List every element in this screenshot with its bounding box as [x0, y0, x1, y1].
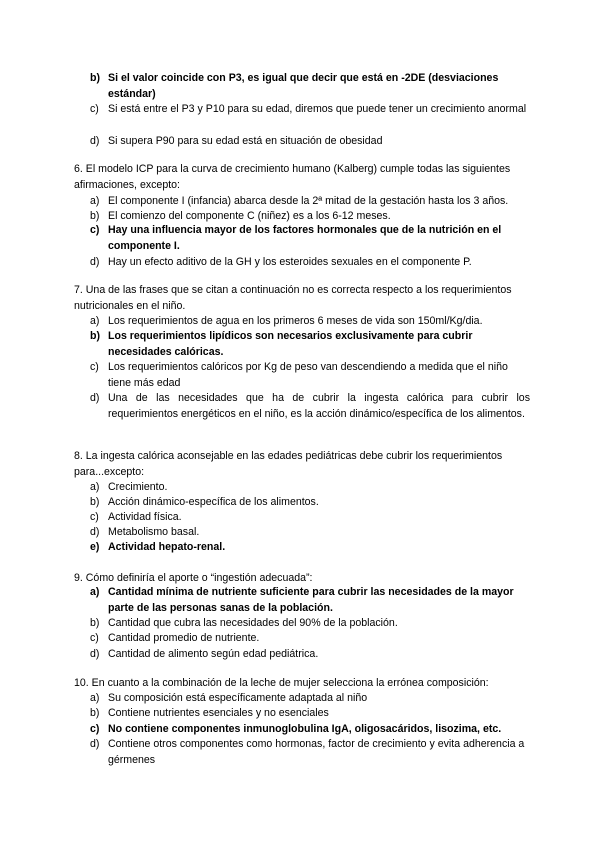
q6-option-a [90, 193, 530, 209]
option-text: El componente I (infancia) abarca desde la 2ª mitad de la gestación hasta los 3 años. [108, 195, 509, 207]
option-text: Contiene nutrientes esenciales y no esenciales [108, 707, 329, 719]
option-text: Los requerimientos de agua en los primeros 6 meses de vida son 150ml/Kg/dia. [108, 315, 483, 327]
option-text: Los requerimientos calóricos por Kg de peso van descendiendo a medida que el niño tiene más edad [108, 361, 508, 389]
option-text: Si el valor coincide con P3, es igual que decir que está en -2DE (desviaciones estándar) [108, 72, 499, 100]
option-letter: d) [90, 738, 100, 750]
q8-option-d [90, 524, 530, 540]
option-letter: c) [90, 632, 99, 644]
option-text: Cantidad que cubra las necesidades del 90% de la población. [108, 617, 398, 629]
option-letter: d) [90, 648, 100, 660]
q5-option-c [90, 101, 530, 117]
option-letter: a) [90, 315, 100, 327]
option-letter: a) [90, 195, 100, 207]
option-letter: b) [90, 210, 100, 222]
q10-option-d [90, 736, 530, 768]
question-6-stem: 6. El modelo ICP para la curva de crecimiento humano (Kalberg) cumple todas las siguientes afirmaciones, excepto: [74, 163, 511, 191]
option-letter: a) [90, 586, 100, 598]
option-text: Acción dinámico-específica de los alimentos. [108, 496, 319, 508]
option-text: Cantidad mínima de nutriente suficiente para cubrir las necesidades de la mayor parte de las personas sanas de la población. [108, 586, 514, 614]
option-letter: d) [90, 256, 100, 268]
option-letter: b) [90, 617, 100, 629]
q9-option-a [90, 584, 530, 616]
option-text: Los requerimientos lipídicos son necesarios exclusivamente para cubrir necesidades calóricas. [108, 330, 473, 358]
q8-option-b [90, 494, 530, 510]
q10-option-c [90, 721, 530, 737]
option-letter: a) [90, 481, 100, 493]
q8-option-e [90, 539, 530, 555]
option-text: Cantidad promedio de nutriente. [108, 632, 260, 644]
question-9-stem: 9. Cómo definiría el aporte o “ingestión adecuada”: [74, 572, 313, 584]
q10-option-b [90, 705, 530, 721]
q8-option-a [90, 479, 530, 495]
option-letter: b) [90, 330, 100, 342]
q7-option-a [90, 313, 530, 329]
option-text: Su composición está específicamente adaptada al niño [108, 692, 368, 704]
q6-option-d [90, 254, 530, 270]
option-letter: c) [90, 723, 100, 735]
option-letter: b) [90, 496, 100, 508]
q7-option-b [90, 328, 530, 360]
option-text: Hay una influencia mayor de los factores hormonales que de la nutrición en el componente I. [108, 224, 502, 252]
option-text: Una de las necesidades que ha de cubrir la ingesta calórica para cubrir los requerimientos energéticos en el niño, es la acción dinámico/específica de los alimentos. [108, 392, 530, 420]
q7-option-d [90, 390, 530, 422]
option-letter: c) [90, 103, 99, 115]
option-letter: b) [90, 707, 100, 719]
option-text: Si está entre el P3 y P10 para su edad, diremos que puede tener un crecimiento anormal [108, 103, 527, 115]
option-letter: d) [90, 526, 100, 538]
q6-option-c [90, 222, 530, 254]
q9-option-c [90, 630, 530, 646]
option-text: El comienzo del componente C (niñez) es a los 6-12 meses. [108, 210, 391, 222]
question-8-stem: 8. La ingesta calórica aconsejable en las edades pediátricas debe cubrir los requerimientos para...excepto: [74, 450, 503, 478]
q8-option-c [90, 509, 530, 525]
option-letter: d) [90, 135, 100, 147]
q7-option-c [90, 359, 530, 391]
option-letter: d) [90, 392, 100, 404]
option-text: Hay un efecto aditivo de la GH y los esteroides sexuales en el componente P. [108, 256, 472, 268]
option-letter: c) [90, 224, 100, 236]
q9-option-b [90, 615, 530, 631]
option-text: Metabolismo basal. [108, 526, 200, 538]
option-text: Contiene otros componentes como hormonas, factor de crecimiento y evita adherencia a gérmenes [108, 738, 525, 766]
option-letter: e) [90, 541, 100, 553]
option-text: Actividad física. [108, 511, 182, 523]
option-text: No contiene componentes inmunoglobulina IgA, oligosacáridos, lisozima, etc. [108, 723, 502, 735]
option-letter: b) [90, 72, 100, 84]
option-text: Crecimiento. [108, 481, 168, 493]
option-text: Actividad hepato-renal. [108, 541, 226, 553]
q9-option-d [90, 646, 530, 662]
q5-option-d [90, 133, 530, 149]
q5-option-b [90, 70, 530, 102]
option-letter: a) [90, 692, 100, 704]
question-10-stem: 10. En cuanto a la combinación de la leche de mujer selecciona la errónea composición: [74, 677, 489, 689]
option-letter: c) [90, 361, 99, 373]
question-7-stem: 7. Una de las frases que se citan a continuación no es correcta respecto a los requerimientos nutricionales en el niño. [74, 284, 512, 312]
q10-option-a [90, 690, 530, 706]
option-text: Cantidad de alimento según edad pediátrica. [108, 648, 319, 660]
option-letter: c) [90, 511, 99, 523]
option-text: Si supera P90 para su edad está en situación de obesidad [108, 135, 383, 147]
